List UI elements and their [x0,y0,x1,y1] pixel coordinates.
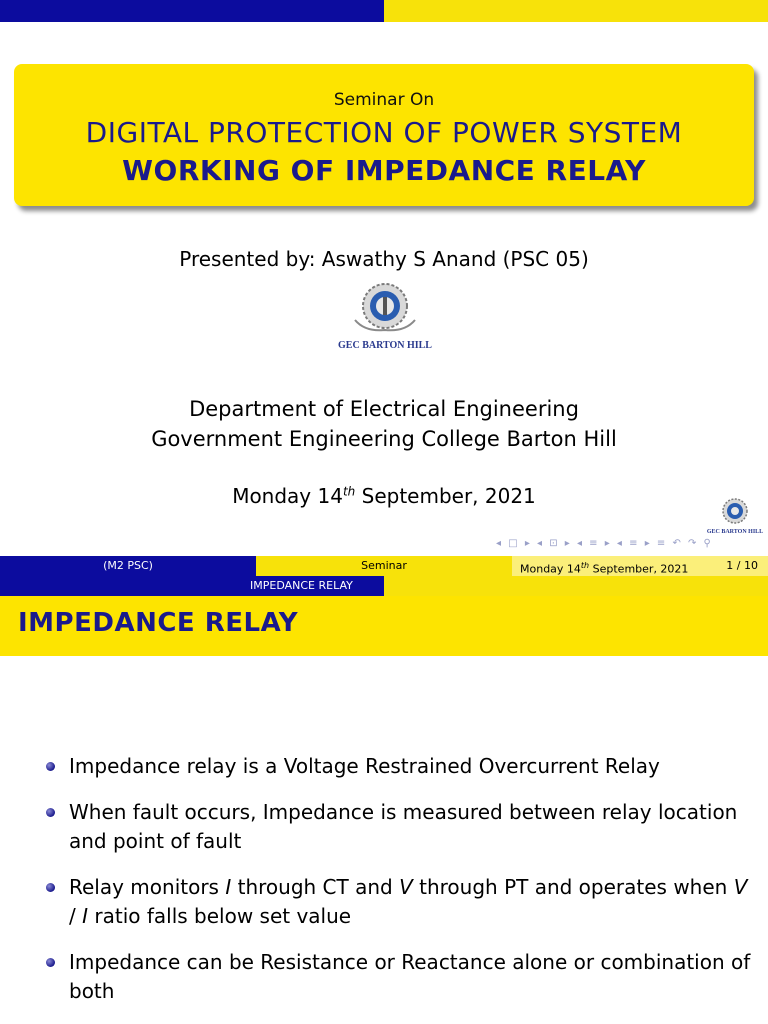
title-line-1: DIGITAL PROTECTION OF POWER SYSTEM [85,116,683,149]
section-header [0,576,384,596]
title-box [14,64,754,206]
page-number: 1 / 10 [726,559,758,572]
college-logo-small [706,496,764,536]
bullet-item [0,948,768,1006]
bullet-icon [46,808,55,817]
footer-title: Seminar [256,556,512,576]
symbol-voltage: V [733,875,748,899]
frame-title: IMPEDANCE RELAY [18,608,299,638]
presenter: Presented by: Aswathy S Anand (PSC 05) [179,247,589,271]
beamer-navigation-icons[interactable]: ◂ □ ▸ ◂ ⊡ ▸ ◂ ≡ ▸ ◂ ≡ ▸ ≡ ↶ ↷ ⚲ [496,538,713,549]
department-name: Department of Electrical Engineering [189,397,579,421]
svg-text:GEC BARTON HILL: GEC BARTON HILL [338,340,432,351]
bullet-item [0,752,768,781]
section-header-right [384,576,768,596]
bullet-icon [46,958,55,967]
bullet-text-part: Relay monitors [69,875,226,899]
bullet-icon [46,762,55,771]
presentation-date [0,484,768,508]
college-logo [340,278,430,354]
symbol-slash: / [69,904,83,928]
symbol-voltage: V [399,875,413,899]
header-bar-right [384,0,768,22]
bullet-text: Impedance can be Resistance or Reactance alone or combination of both [69,950,751,1003]
symbol-current: I [225,875,232,899]
bullet-text-part: through CT and [231,875,400,899]
bullet-item [0,873,768,931]
bullet-icon [46,883,55,892]
date-sup: th [342,484,356,499]
footer-date-prefix: Monday 14 [520,562,581,576]
date-suffix: September, 2021 [355,484,536,508]
bullet-text: Impedance relay is a Voltage Restrained Overcurrent Relay [69,754,660,778]
department-block [0,394,768,454]
footer-author: (M2 PSC) [0,556,256,576]
date-prefix: Monday 14 [232,484,343,508]
footer-date-suffix: September, 2021 [589,562,689,576]
bullet-text-part: ratio falls below set value [88,904,352,928]
bullet-text: When fault occurs, Impedance is measured between relay location and point of fault [69,800,738,853]
frame-title-bar [0,596,768,656]
bullet-list [0,752,768,1023]
bullet-text-part: through PT and operates when [412,875,734,899]
footer-date-page [512,556,768,576]
svg-text:GEC BARTON HILL: GEC BARTON HILL [706,529,764,535]
footer-date-sup: th [580,561,590,570]
college-name: Government Engineering College Barton Hill [151,427,617,451]
header-bar-left [0,0,384,22]
section-name: IMPEDANCE RELAY [250,579,353,592]
subtitle: Seminar On [333,90,435,110]
symbol-current: I [82,904,89,928]
bullet-item [0,798,768,856]
title-line-2: WORKING OF IMPEDANCE RELAY [122,154,646,187]
